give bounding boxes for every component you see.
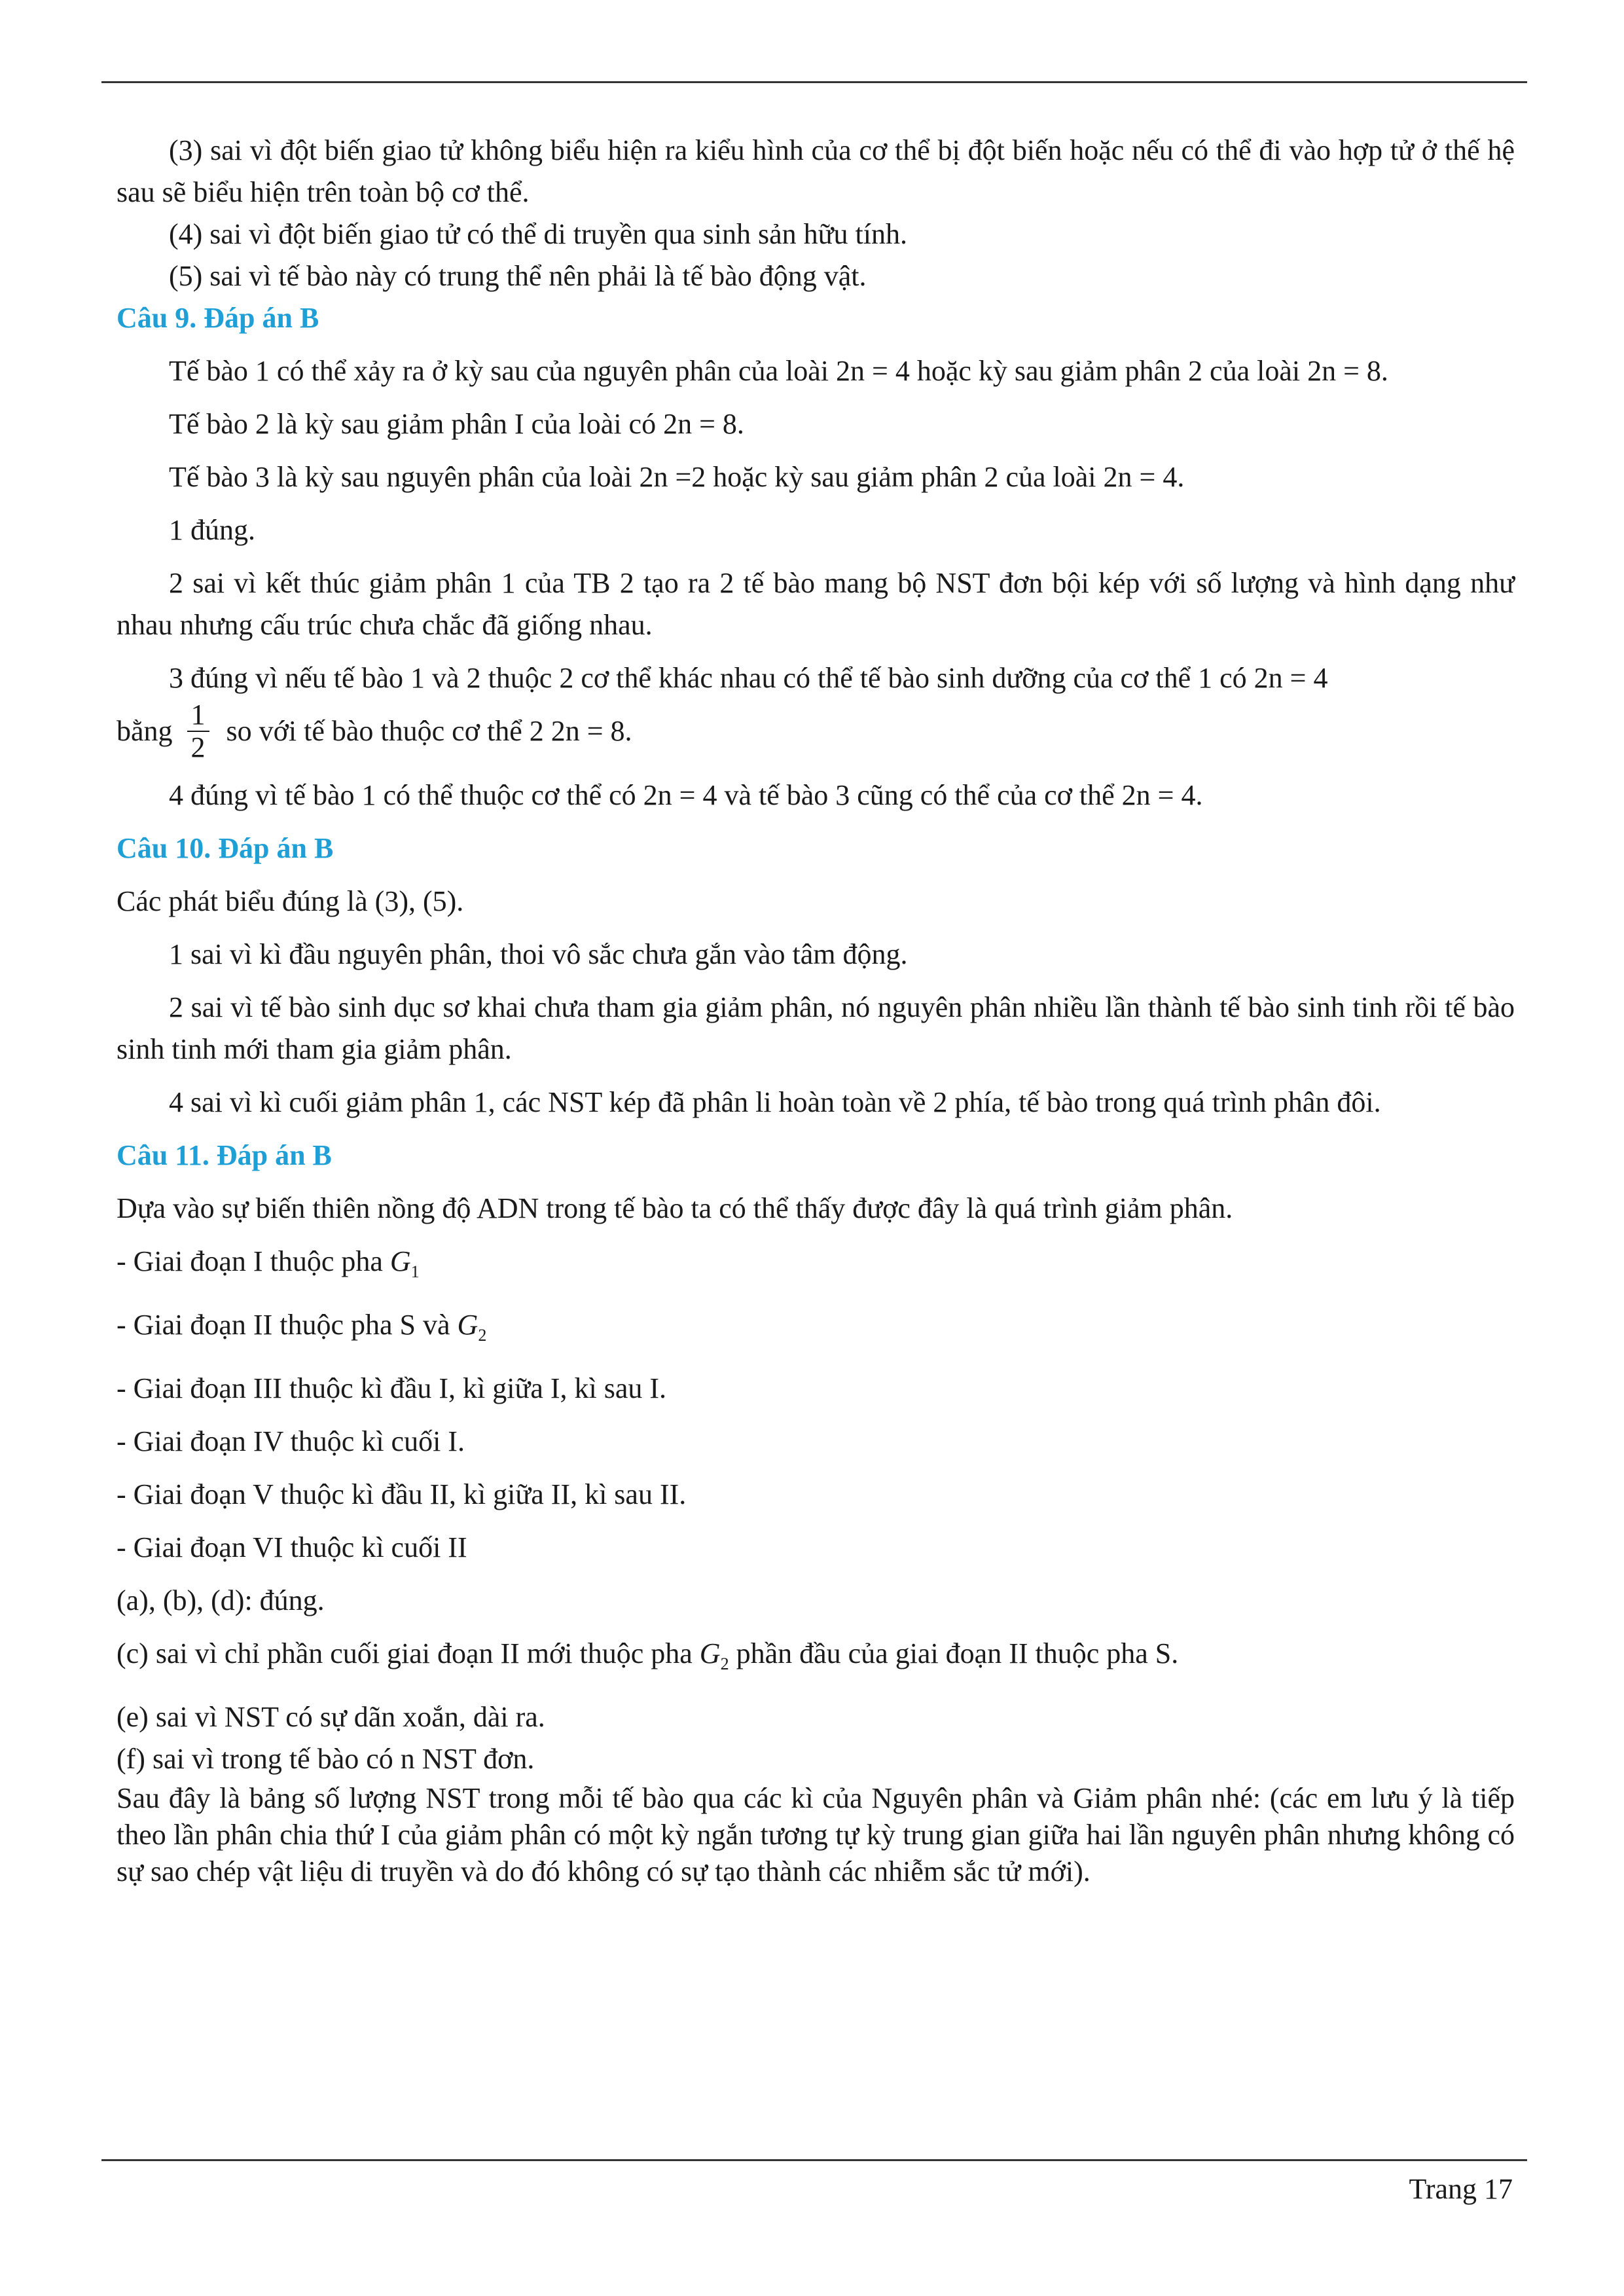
- q9-statement-1: 1 đúng.: [169, 514, 255, 546]
- q11-stage-2-text: - Giai đoạn II thuộc pha S và: [117, 1309, 450, 1341]
- q9-statement-3-fraction-line: [117, 699, 1515, 763]
- g2-subscript: 2: [478, 1326, 487, 1345]
- q11-correct-abd: (a), (b), (d): đúng.: [117, 1584, 325, 1616]
- q9-statement-4: 4 đúng vì tế bào 1 có thể thuộc cơ thể có 2n = 4 và tế bào 3 cũng có thể của cơ thể 2n = 4.: [169, 779, 1203, 811]
- q11-statement-c-text-b: phần đầu của giai đoạn II thuộc pha S.: [736, 1637, 1179, 1669]
- q11-statement-c-text-a: (c) sai vì chỉ phần cuối giai đoạn II mới thuộc pha: [117, 1637, 693, 1669]
- paragraph-4-false: (4) sai vì đột biến giao tử có thể di truyền qua sinh sản hữu tính.: [169, 218, 907, 250]
- q11-statement-f: (f) sai vì trong tế bào có n NST đơn.: [117, 1743, 535, 1775]
- q11-stage-1: [117, 1241, 1515, 1293]
- footer-rule: [101, 2159, 1527, 2161]
- paragraph-5-false: (5) sai vì tế bào này có trung thể nên phải là tế bào động vật.: [169, 260, 867, 292]
- question-10-heading: Câu 10. Đáp án B: [117, 832, 334, 864]
- g-letter: G: [389, 1245, 411, 1277]
- q11-intro: Dựa vào sự biến thiên nồng độ ADN trong tế bào ta có thể thấy được đây là quá trình giảm phân.: [117, 1192, 1233, 1224]
- question-11-heading: Câu 11. Đáp án B: [117, 1139, 332, 1171]
- q10-statement-2: 2 sai vì tế bào sinh dục sơ khai chưa tham gia giảm phân, nó nguyên phân nhiều lần thành tế bào sinh tinh rồi tế bào sinh tinh mới tham gia giảm phân.: [117, 991, 1515, 1065]
- q11-stage-3: - Giai đoạn III thuộc kì đầu I, kì giữa I, kì sau I.: [117, 1372, 667, 1404]
- page-number: Trang 17: [1409, 2173, 1513, 2205]
- q11-stage-4: - Giai đoạn IV thuộc kì cuối I.: [117, 1425, 465, 1457]
- q9-fraction-suffix: so với tế bào thuộc cơ thể 2 2n = 8.: [226, 715, 632, 747]
- q11-stage-6: - Giai đoạn VI thuộc kì cuối II: [117, 1531, 467, 1563]
- g2-symbol-inline: [699, 1637, 729, 1673]
- q9-cell-3: Tế bào 3 là kỳ sau nguyên phân của loài 2n =2 hoặc kỳ sau giảm phân 2 của loài 2n = 4.: [169, 461, 1185, 493]
- g1-subscript: 1: [410, 1262, 420, 1281]
- g1-symbol: [389, 1245, 420, 1281]
- q11-statement-e: (e) sai vì NST có sự dãn xoắn, dài ra.: [117, 1701, 545, 1733]
- q10-statement-4: 4 sai vì kì cuối giảm phân 1, các NST kép đã phân li hoàn toàn về 2 phía, tế bào trong quá trình phân đôi.: [169, 1086, 1381, 1118]
- paragraph-3-false: (3) sai vì đột biến giao tử không biểu hiện ra kiểu hình của cơ thể bị đột biến hoặc nếu có thể đi vào hợp tử ở thế hệ sau sẽ biểu hiện trên toàn bộ cơ thể.: [117, 134, 1515, 208]
- q9-fraction-prefix: bằng: [117, 715, 173, 747]
- q9-cell-2: Tế bào 2 là kỳ sau giảm phân I của loài có 2n = 8.: [169, 408, 744, 440]
- q11-stage-1-text: - Giai đoạn I thuộc pha: [117, 1245, 383, 1277]
- q11-stage-5: - Giai đoạn V thuộc kì đầu II, kì giữa II, kì sau II.: [117, 1478, 687, 1510]
- g2-symbol: [457, 1309, 487, 1345]
- q9-statement-3: 3 đúng vì nếu tế bào 1 và 2 thuộc 2 cơ thể khác nhau có thể tế bào sinh dưỡng của cơ thể 1 có 2n = 4: [169, 662, 1328, 694]
- q9-statement-2: 2 sai vì kết thúc giảm phân 1 của TB 2 tạo ra 2 tế bào mang bộ NST đơn bội kép với số lượng và hình dạng như nhau nhưng cấu trúc chưa chắc đã giống nhau.: [117, 567, 1515, 641]
- q10-correct-statements: Các phát biểu đúng là (3), (5).: [117, 885, 464, 917]
- g2-subscript: 2: [720, 1654, 729, 1673]
- q11-table-note: Sau đây là bảng số lượng NST trong mỗi tế bào qua các kì của Nguyên phân và Giảm phân nhé: (các em lưu ý là tiếp theo lần phân chia thứ I của giảm phân có một kỳ ngắn tương tự kỳ trung gian giữa hai lần nguyên phân nhưng không có sự sao chép vật liệu di truyền và do đó không có sự tạo thành các nhiễm sắc tử mới).: [117, 1782, 1515, 1887]
- q9-cell-1: Tế bào 1 có thể xảy ra ở kỳ sau của nguyên phân của loài 2n = 4 hoặc kỳ sau giảm phân 2 của loài 2n = 8.: [169, 355, 1388, 387]
- g-letter: G: [457, 1309, 478, 1341]
- fraction-one-half: [187, 699, 209, 763]
- header-rule: [101, 81, 1527, 83]
- g-letter: G: [699, 1637, 721, 1669]
- fraction-denominator: 2: [190, 731, 206, 763]
- question-9-heading: Câu 9. Đáp án B: [117, 302, 319, 334]
- q10-statement-1: 1 sai vì kì đầu nguyên phân, thoi vô sắc chưa gắn vào tâm động.: [169, 938, 908, 970]
- document-body: [117, 130, 1515, 1901]
- fraction-numerator: 1: [187, 699, 209, 732]
- q11-statement-c: [117, 1633, 1515, 1685]
- q11-stage-2: [117, 1304, 1515, 1357]
